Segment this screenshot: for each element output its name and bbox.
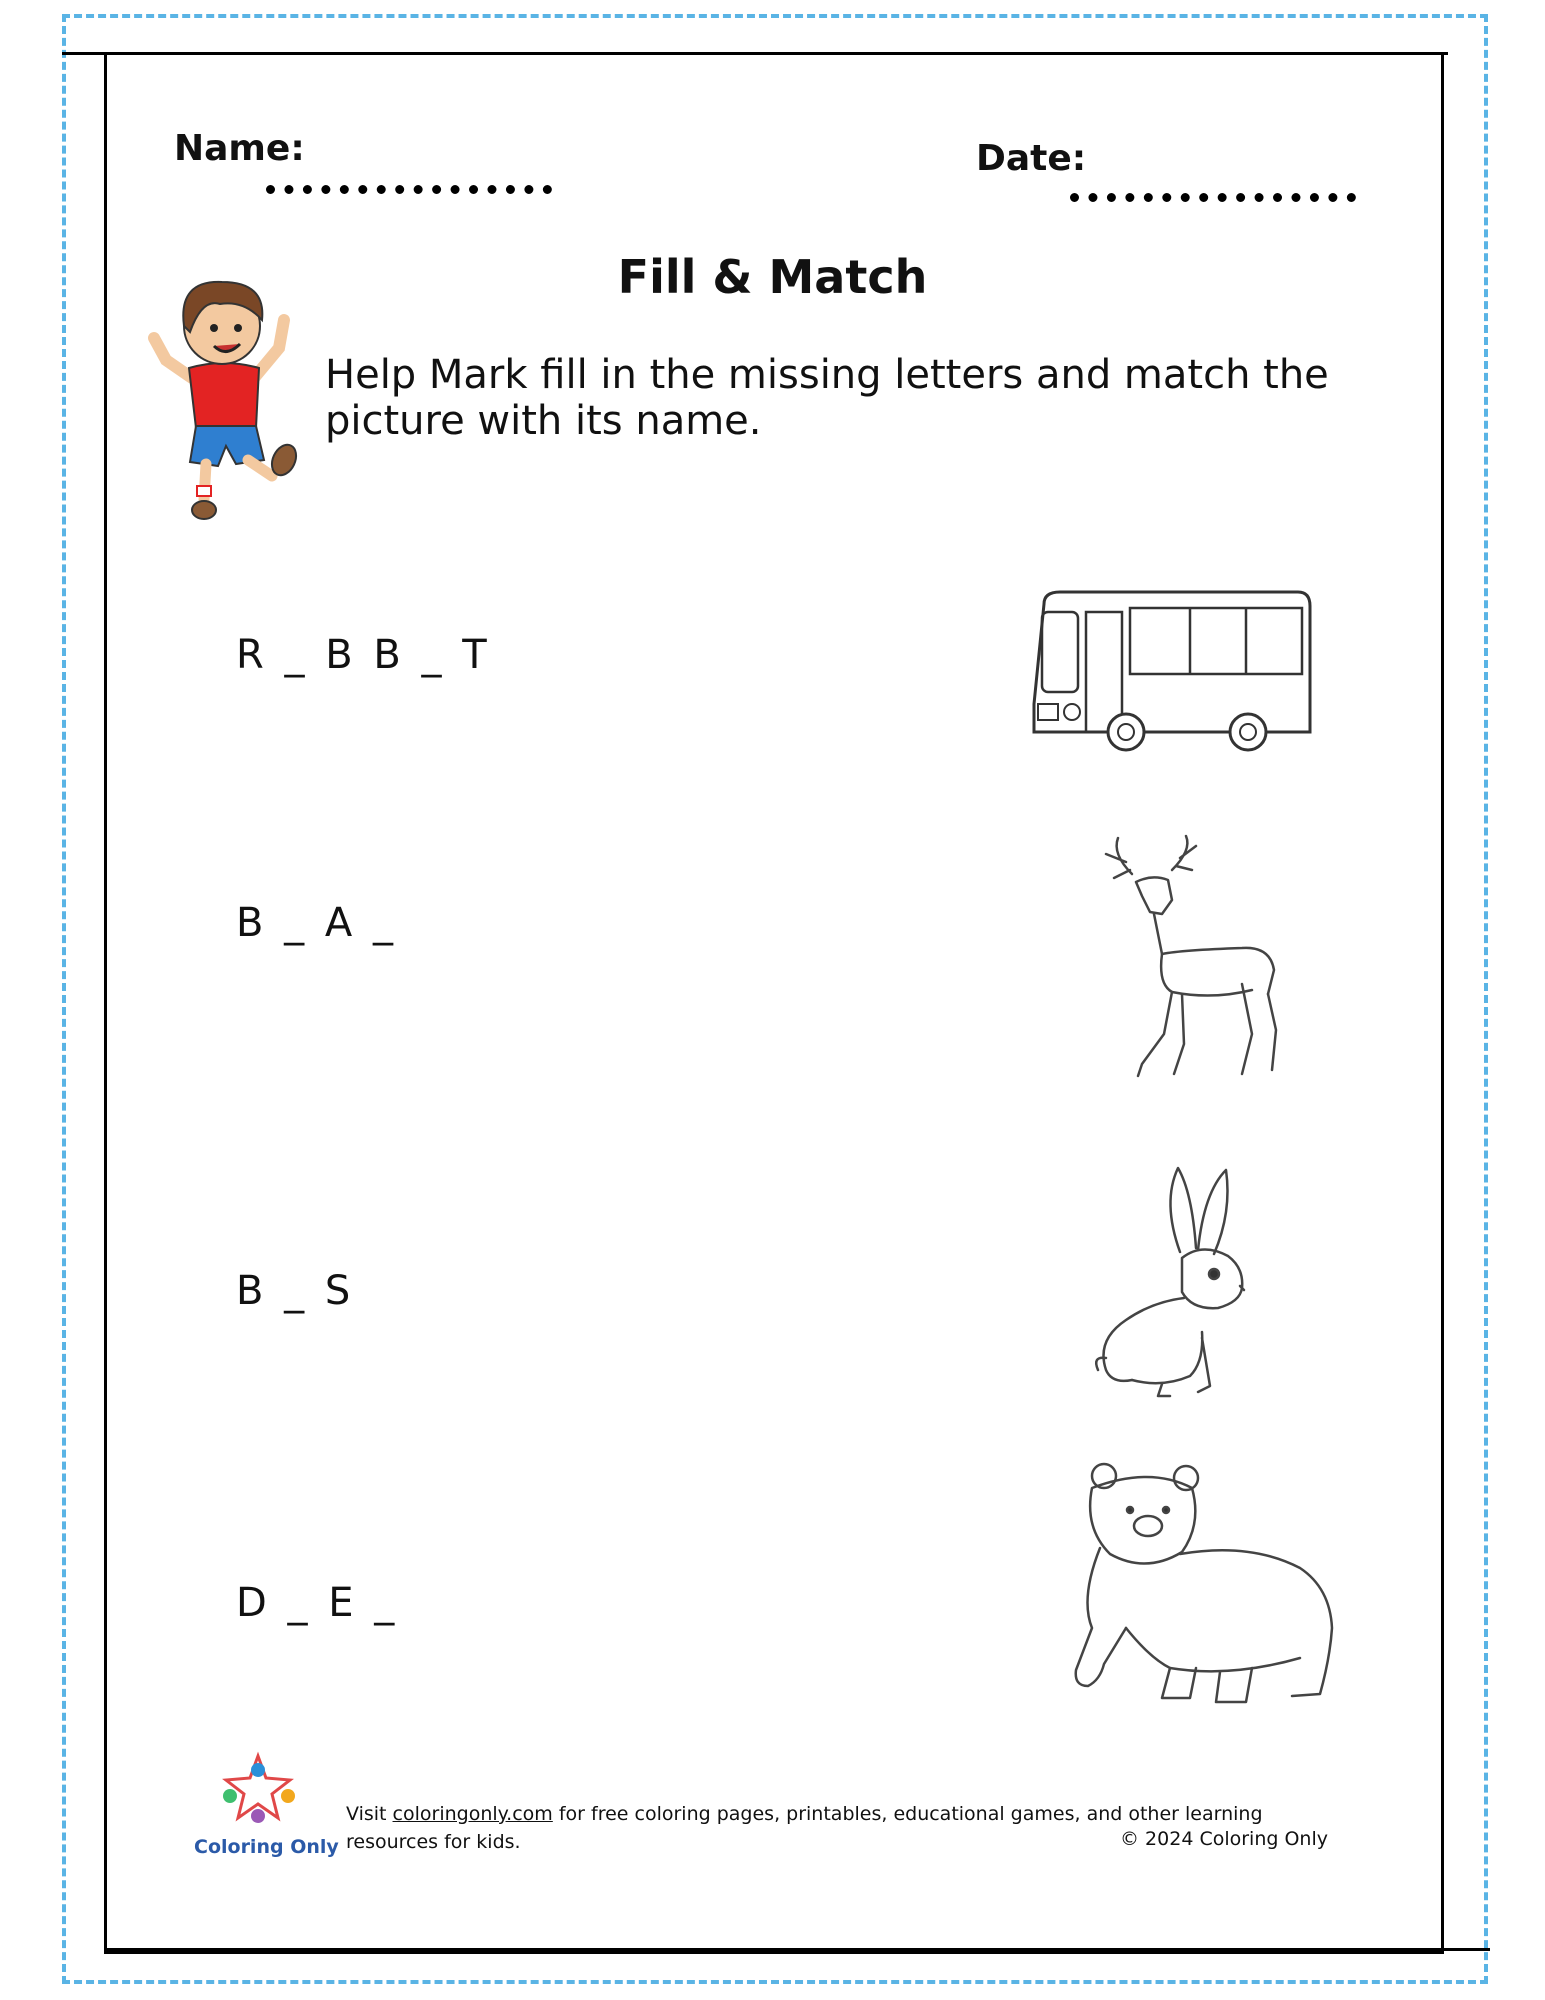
bus-drawing[interactable] <box>1030 584 1320 760</box>
word-blank-4[interactable]: D _ E _ <box>236 1580 399 1626</box>
footer-copyright: © 2024 Coloring Only <box>1120 1828 1328 1850</box>
name-write-line[interactable] <box>266 185 552 194</box>
worksheet-title: Fill & Match <box>617 250 928 304</box>
frame-bottom-line <box>104 1948 1490 1951</box>
rabbit-drawing[interactable] <box>1092 1162 1282 1402</box>
bear-drawing[interactable] <box>1070 1458 1340 1718</box>
frame-top-line <box>62 52 1448 55</box>
instruction-text: Help Mark fill in the missing letters and match the picture with its name. <box>325 352 1329 444</box>
coloring-only-logo-icon <box>210 1750 306 1834</box>
footer-url-link[interactable]: coloringonly.com <box>392 1803 553 1825</box>
logo-text: Coloring Only <box>194 1836 339 1858</box>
name-label: Name: <box>174 128 305 169</box>
boy-illustration <box>144 268 314 528</box>
deer-drawing[interactable] <box>1092 834 1292 1088</box>
footer-suffix: for free coloring pages, printables, educational games, and other learning resources for kids. <box>346 1803 1263 1853</box>
word-blank-2[interactable]: B _ A _ <box>236 900 397 946</box>
word-blank-3[interactable]: B _ S <box>236 1268 355 1314</box>
date-write-line[interactable] <box>1070 193 1356 202</box>
footer-prefix: Visit <box>346 1803 393 1825</box>
date-label: Date: <box>976 138 1087 179</box>
word-blank-1[interactable]: R _ B B _ T <box>236 632 491 678</box>
